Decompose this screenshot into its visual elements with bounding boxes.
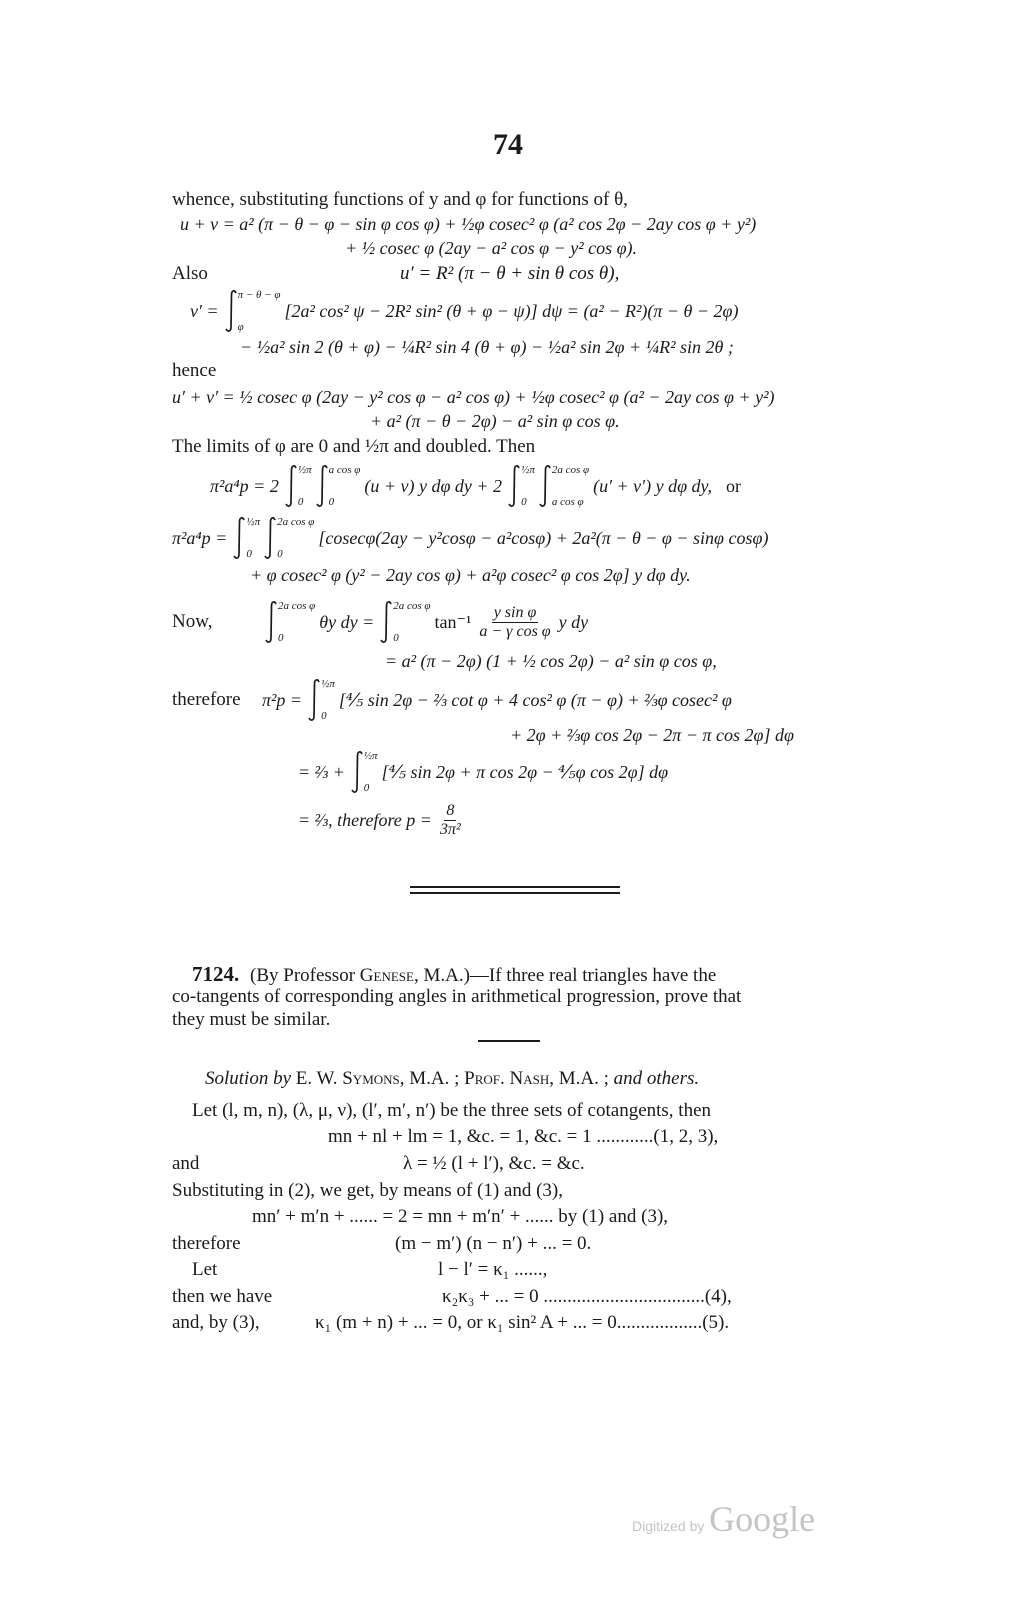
- solution-author: Prof. Nash, M.A. ;: [464, 1068, 609, 1089]
- rhs: [⅘ sin 2φ + π cos 2φ − ⅘φ cos 2φ] dφ: [381, 762, 669, 782]
- rhs: y dy: [558, 612, 589, 632]
- equation-continued: = a² (π − 2φ) (1 + ½ cos 2φ) − a² sin φ cos φ,: [385, 651, 717, 671]
- question-line: they must be similar.: [172, 1009, 331, 1030]
- solution-line: l − l′ = κ₁ ......,: [438, 1259, 548, 1280]
- integral: [265, 600, 315, 644]
- solution-author: E. W. Symons, M.A. ;: [295, 1068, 460, 1089]
- lower-limit: φ: [237, 321, 244, 333]
- solution-label: Solution by: [205, 1068, 292, 1089]
- upper-limit: 2a cos φ: [278, 600, 316, 612]
- integral: [380, 600, 430, 644]
- solution-line: mn′ + m′n + ...... = 2 = mn + m′n′ + ...... by (1) and (3),: [252, 1206, 669, 1227]
- lower-limit: a cos φ: [551, 496, 584, 508]
- equation-continued: + ½ cosec φ (2ay − a² cos φ − y² cos φ).: [345, 238, 638, 258]
- text-line: The limits of φ are 0 and ½π and doubled. Then: [172, 436, 536, 457]
- question-line: co-tangents of corresponding angles in arithmetical progression, prove that: [172, 986, 742, 1007]
- equation-u-plus-v: u + v = a² (π − θ − φ − sin φ cos φ) + ½φ cosec² φ (a² cos 2φ − 2ay cos φ + y²): [180, 214, 757, 234]
- integral: [225, 289, 281, 333]
- fraction: [438, 802, 463, 839]
- upper-limit: ½π: [521, 464, 535, 476]
- integral-sign: [264, 516, 276, 560]
- rhs: [cosecφ(2ay − y²cosφ − a²cosφ) + 2a²(π − θ − φ − sinφ cosφ): [318, 528, 769, 548]
- denominator: a − γ cos φ: [479, 622, 551, 640]
- label-now: Now,: [172, 611, 213, 632]
- question-number: 7124.: [192, 962, 240, 986]
- integral-sign: [539, 464, 551, 508]
- integral-sign: [285, 464, 297, 508]
- integral: [264, 516, 314, 560]
- integral-sign: [316, 464, 328, 508]
- equation-result: [298, 798, 469, 842]
- upper-limit: ½π: [363, 750, 378, 762]
- integral-sign: [508, 464, 520, 508]
- integral: [233, 516, 260, 560]
- equation-continued: [298, 750, 674, 794]
- lower-limit: 0: [328, 496, 335, 508]
- equation-probability-2: [172, 516, 774, 560]
- equation-probability-1: [210, 464, 747, 508]
- integral-sign: [380, 600, 392, 644]
- upper-limit: ½π: [297, 464, 312, 476]
- solution-line: κ₂κ₃ + ... = 0 ..................................(4),: [442, 1286, 732, 1307]
- mid: θy dy =: [319, 612, 375, 632]
- equation-u-v-prime: u′ + v′ = ½ cosec φ (2ay − y² cos φ − a² cos φ) + ½φ cosec² φ (a² − 2ay cos φ + y²): [172, 387, 775, 407]
- question-line: [192, 963, 716, 985]
- numerator: y sin φ: [493, 603, 537, 621]
- lower-limit: 0: [393, 632, 399, 644]
- equation-u-prime: u′ = R² (π − θ + sin θ cos θ),: [400, 263, 620, 284]
- integral-sign: [351, 750, 363, 794]
- page-number: 74: [493, 128, 523, 161]
- lower-limit: 0: [521, 496, 527, 508]
- integral: [539, 464, 589, 508]
- integral: [316, 464, 361, 508]
- watermark-prefix: Digitized by: [632, 1518, 705, 1534]
- upper-limit: 2a cos φ: [393, 600, 431, 612]
- rhs: [2a² cos² ψ − 2R² sin² (θ + φ − ψ)] dψ = (a² − R²)(π − θ − 2φ): [284, 301, 739, 321]
- lhs: π²a⁴p = 2: [210, 476, 279, 496]
- label-therefore: therefore: [172, 689, 241, 710]
- integral: [308, 678, 335, 722]
- label-therefore: therefore: [172, 1233, 241, 1254]
- equation-continued: + 2φ + ⅔φ cos 2φ − 2π − π cos 2φ] dφ: [510, 725, 794, 745]
- google-logo: Google: [709, 1499, 816, 1539]
- equation-v-prime: [190, 289, 744, 333]
- label-then: then we have: [172, 1286, 273, 1307]
- integral-sign: [225, 289, 237, 333]
- lower-limit: 0: [277, 548, 283, 560]
- lower-limit: 0: [363, 782, 370, 794]
- label-let: Let: [192, 1259, 218, 1280]
- integral-sign: [308, 678, 320, 722]
- lower-limit: 0: [246, 548, 252, 560]
- section-divider: [410, 886, 620, 888]
- text-line: whence, substituting functions of y and φ for functions of θ,: [172, 189, 628, 210]
- lower-limit: 0: [297, 496, 304, 508]
- solution-line: Let (l, m, n), (λ, μ, ν), (l′, m′, n′) be the three sets of cotangents, then: [192, 1100, 712, 1121]
- label-and: and: [172, 1153, 200, 1174]
- lower-limit: 0: [278, 632, 284, 644]
- solution-line: mn + nl + lm = 1, &c. = 1, &c. = 1 ............(1, 2, 3),: [328, 1126, 719, 1147]
- lower-limit: 0: [321, 710, 327, 722]
- equation-continued: − ½a² sin 2 (θ + φ) − ¼R² sin 4 (θ + φ) − ½a² sin 2φ + ¼R² sin 2θ ;: [240, 337, 734, 357]
- equation-continued: + φ cosec² φ (y² − 2ay cos φ) + a²φ cosec² φ cos 2φ] y dφ dy.: [250, 565, 691, 585]
- equation-theta-integral: [265, 600, 594, 644]
- solution-others: and others.: [613, 1068, 700, 1089]
- lhs: = ⅔, therefore p =: [298, 810, 432, 830]
- label-also: Also: [172, 263, 208, 284]
- equation-continued: + a² (π − θ − 2φ) − a² sin φ cos φ.: [370, 411, 620, 431]
- solution-line: λ = ½ (l + l′), &c. = &c.: [403, 1153, 585, 1174]
- rhs: (u′ + v′) y dφ dy,: [593, 476, 713, 496]
- upper-limit: 2a cos φ: [551, 464, 590, 476]
- integral-sign: [233, 516, 245, 560]
- lhs: = ⅔ +: [298, 762, 345, 782]
- lhs: v′ =: [190, 301, 219, 321]
- upper-limit: a cos φ: [328, 464, 361, 476]
- rhs: [⅘ sin 2φ − ⅔ cot φ + 4 cos² φ (π − φ) + ⅔φ cosec² φ: [338, 690, 732, 710]
- denominator: 3π²: [439, 820, 461, 838]
- solution-line: Substituting in (2), we get, by means of (1) and (3),: [172, 1180, 564, 1201]
- short-divider: [478, 1040, 540, 1042]
- lhs: π²p =: [262, 690, 303, 710]
- mid: (u + v) y dφ dy + 2: [364, 476, 503, 496]
- solution-line: κ₁ (m + n) + ... = 0, or κ₁ sin² A + ... = 0..................(5).: [315, 1312, 730, 1333]
- google-watermark: [632, 1498, 815, 1540]
- question-author: Genese: [359, 965, 414, 986]
- equation-pi-p: [262, 678, 738, 722]
- numerator: 8: [446, 801, 455, 819]
- section-divider: [410, 892, 620, 894]
- question-text: , M.A.)—If three real triangles have the: [413, 965, 717, 986]
- label-and-by: and, by (3),: [172, 1312, 260, 1333]
- arctan: tan⁻¹: [434, 612, 472, 632]
- upper-limit: π − θ − φ: [237, 289, 281, 301]
- solution-heading: [205, 1068, 699, 1090]
- question-by: (By Professor: [250, 965, 356, 986]
- lhs: π²a⁴p =: [172, 528, 228, 548]
- fraction: [477, 604, 552, 641]
- or-label: or: [726, 476, 742, 496]
- upper-limit: ½π: [321, 678, 335, 690]
- integral: [351, 750, 378, 794]
- integral: [508, 464, 535, 508]
- upper-limit: ½π: [246, 516, 261, 528]
- upper-limit: 2a cos φ: [277, 516, 315, 528]
- integral: [285, 464, 312, 508]
- solution-line: (m − m′) (n − n′) + ... = 0.: [395, 1233, 592, 1254]
- label-hence: hence: [172, 360, 217, 381]
- integral-sign: [265, 600, 277, 644]
